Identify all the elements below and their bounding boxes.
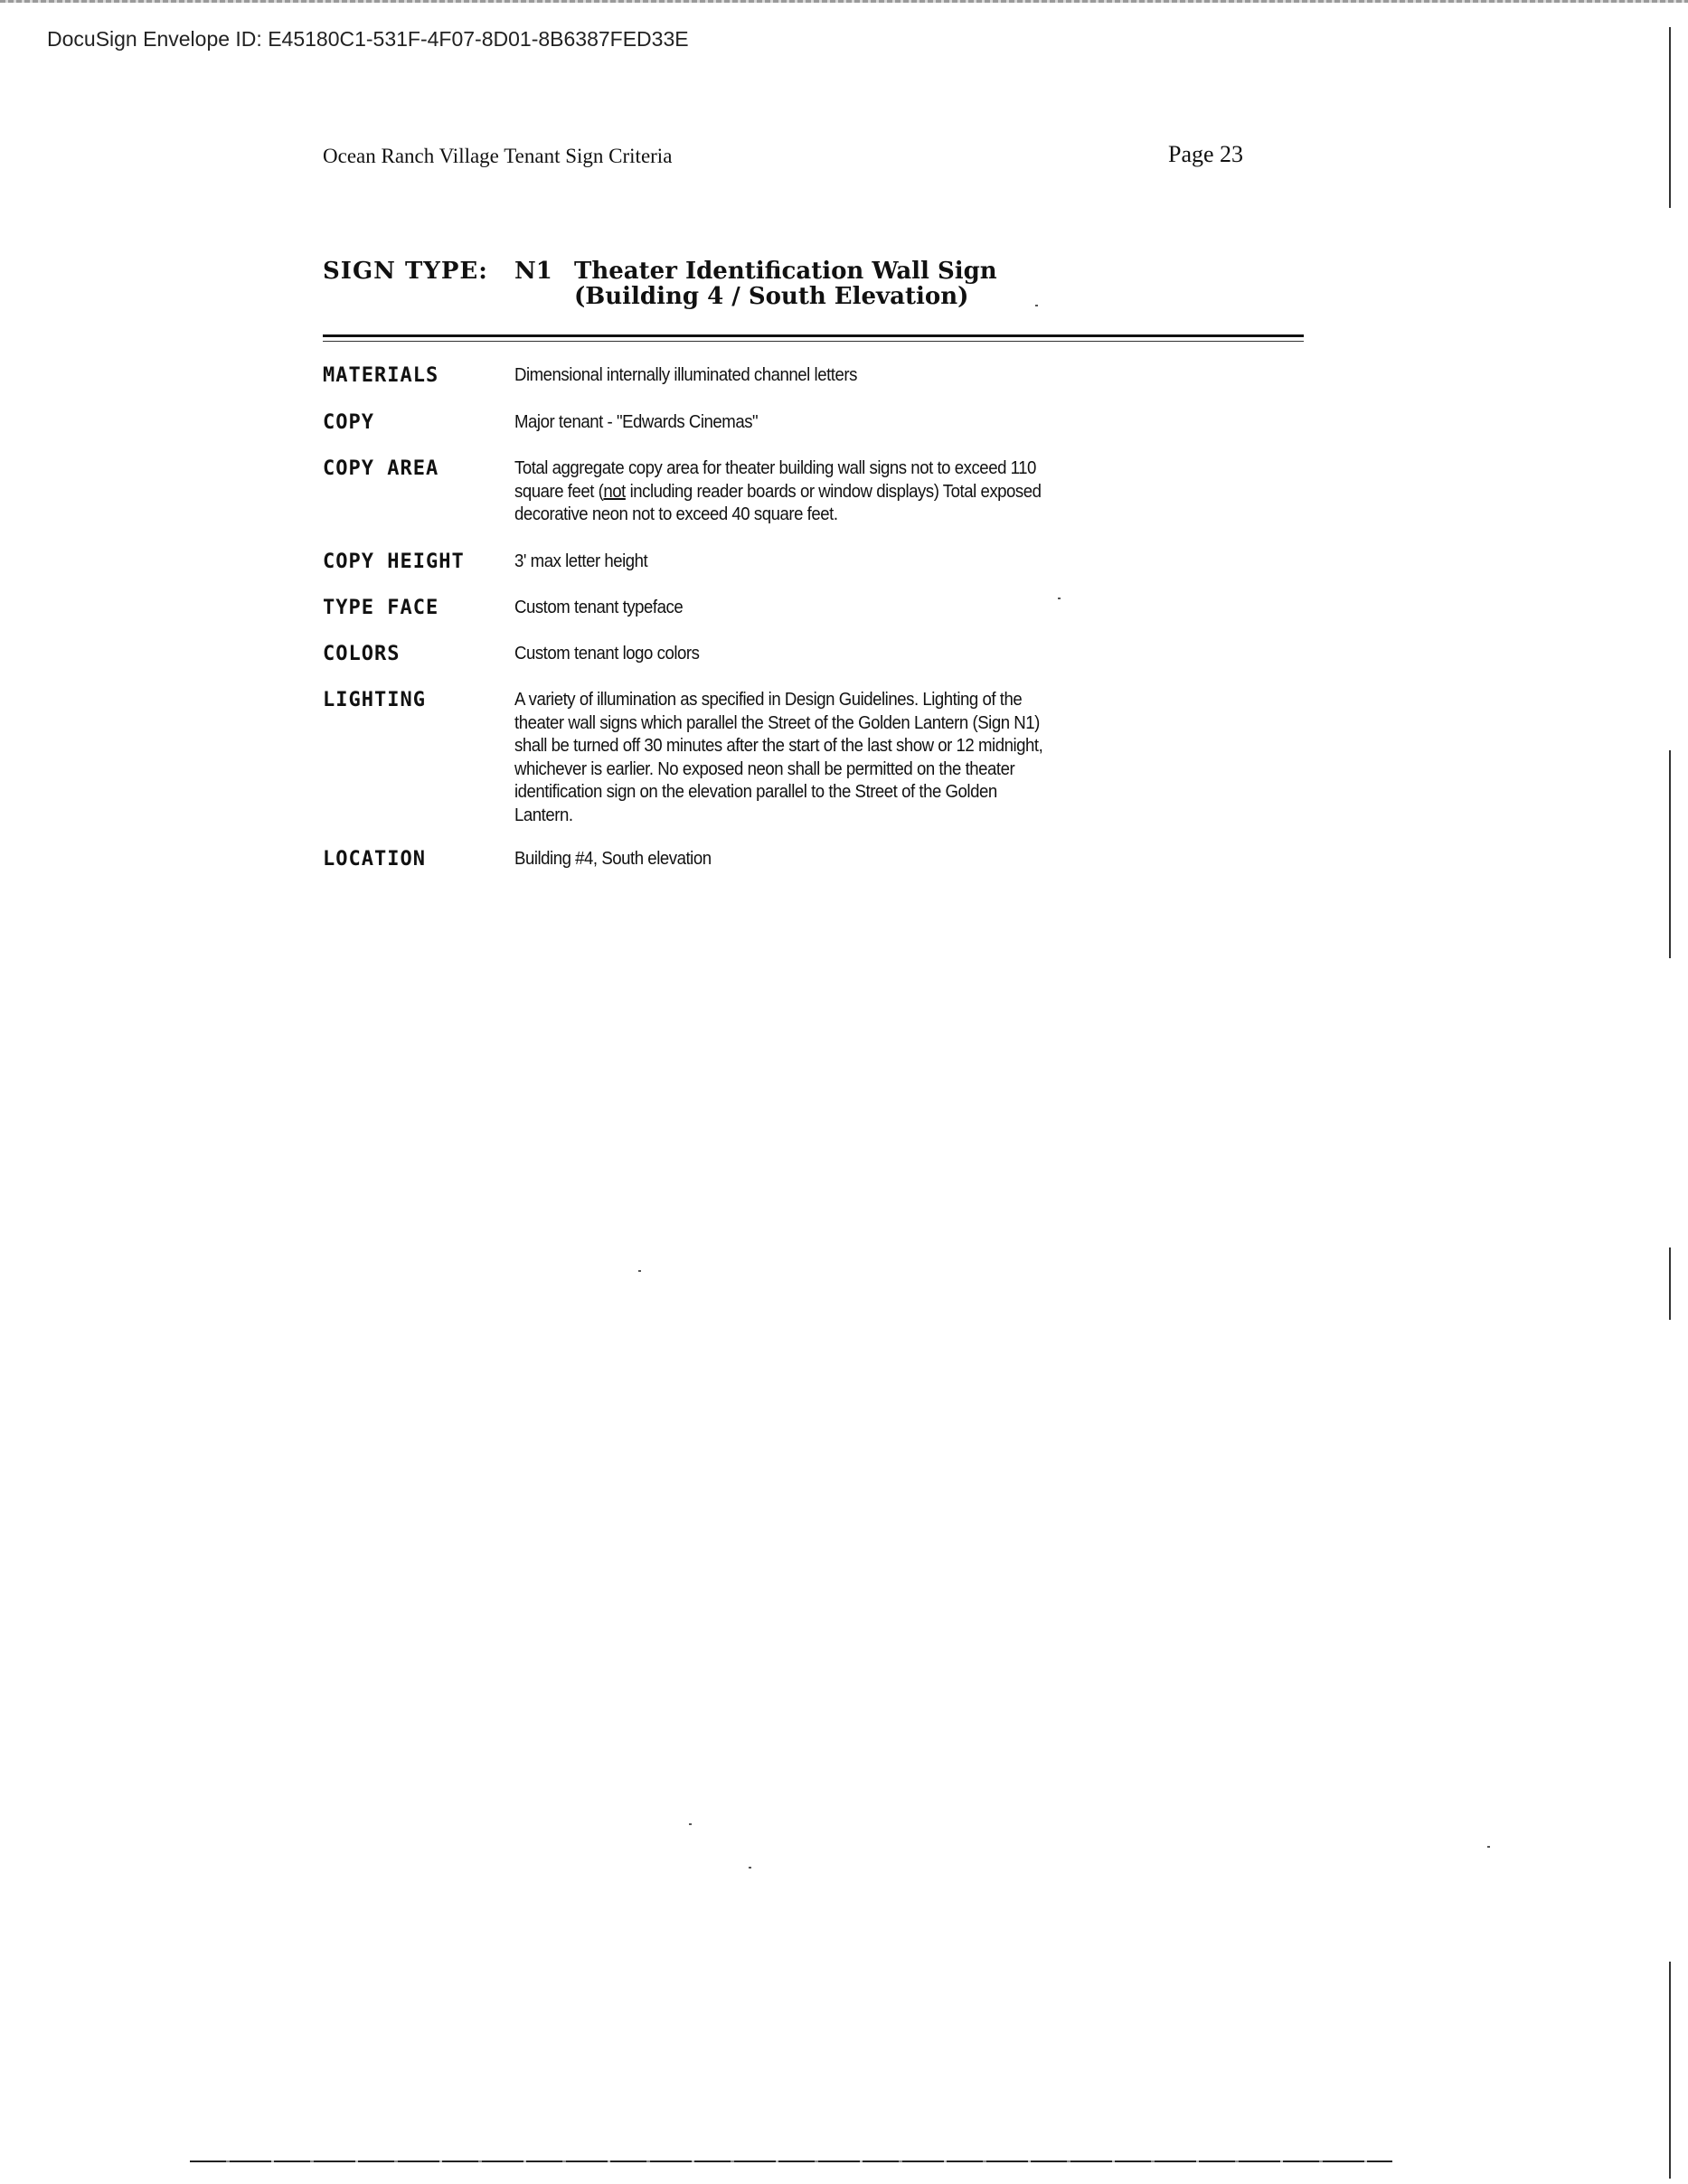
scan-speck bbox=[1487, 1846, 1490, 1848]
scan-speck bbox=[1035, 305, 1038, 306]
spec-value: A variety of illumination as specified in Design Guidelines. Lighting of the theater wall signs which parallel the Street of the Golden Lantern (Sign N1) shall be turned off 30 minutes after the start of the last show or 12 midnight, whichever is earlier. No exposed neon shall be permitted on the theater identification sign on the elevation parallel to the Street of the Golden Lantern. bbox=[514, 690, 1043, 825]
sign-type-label: SIGN TYPE: bbox=[323, 258, 488, 285]
sign-title-line-2: (Building 4 / South Elevation) bbox=[574, 283, 969, 310]
spec-label: COPY AREA bbox=[323, 457, 439, 480]
scan-top-border bbox=[0, 0, 1688, 3]
scan-speck bbox=[1058, 598, 1061, 599]
sign-title-line-1: Theater Identification Wall Sign bbox=[574, 258, 997, 285]
spec-label: LOCATION bbox=[323, 848, 426, 871]
spec-value: 3' max letter height bbox=[514, 551, 648, 571]
scan-edge-line bbox=[1669, 1962, 1671, 2179]
scan-speck bbox=[638, 1270, 641, 1272]
spec-value: Dimensional internally illuminated channel letters bbox=[514, 365, 857, 385]
spec-value: Custom tenant typeface bbox=[514, 598, 684, 617]
spec-value: Custom tenant logo colors bbox=[514, 644, 700, 664]
scan-speck bbox=[689, 1823, 692, 1825]
spec-value: Building #4, South elevation bbox=[514, 849, 712, 869]
spec-label: TYPE FACE bbox=[323, 597, 439, 619]
section-divider-thick bbox=[323, 334, 1304, 337]
spec-label: COLORS bbox=[323, 643, 401, 665]
spec-label: MATERIALS bbox=[323, 364, 439, 387]
sign-code: N1 bbox=[514, 258, 552, 285]
spec-value-part: Total aggregate copy area for theater building wall signs not to exceed 110 square feet ( bbox=[514, 458, 1036, 502]
scan-edge-line bbox=[1669, 750, 1671, 958]
document-header-title: Ocean Ranch Village Tenant Sign Criteria bbox=[323, 145, 673, 167]
section-divider-thin bbox=[323, 341, 1304, 342]
docusign-envelope-id: DocuSign Envelope ID: E45180C1-531F-4F07-8D01-8B6387FED33E bbox=[47, 27, 689, 51]
spec-value: Major tenant - "Edwards Cinemas" bbox=[514, 412, 759, 432]
scan-speck bbox=[749, 1867, 751, 1869]
scan-edge-line bbox=[1669, 27, 1671, 208]
spec-label: COPY bbox=[323, 411, 374, 434]
spec-label: COPY HEIGHT bbox=[323, 551, 465, 573]
page-number: Page 23 bbox=[1168, 141, 1244, 167]
scan-edge-line bbox=[1669, 1247, 1671, 1320]
spec-value-emphasis: not bbox=[603, 481, 626, 502]
spec-label: LIGHTING bbox=[323, 689, 426, 711]
scan-bottom-rule bbox=[190, 2160, 1392, 2162]
spec-value-part: including reader boards or window displays) Total exposed decorative neon not to exceed 40 square feet. bbox=[514, 481, 1042, 524]
spec-value bbox=[514, 457, 1052, 527]
